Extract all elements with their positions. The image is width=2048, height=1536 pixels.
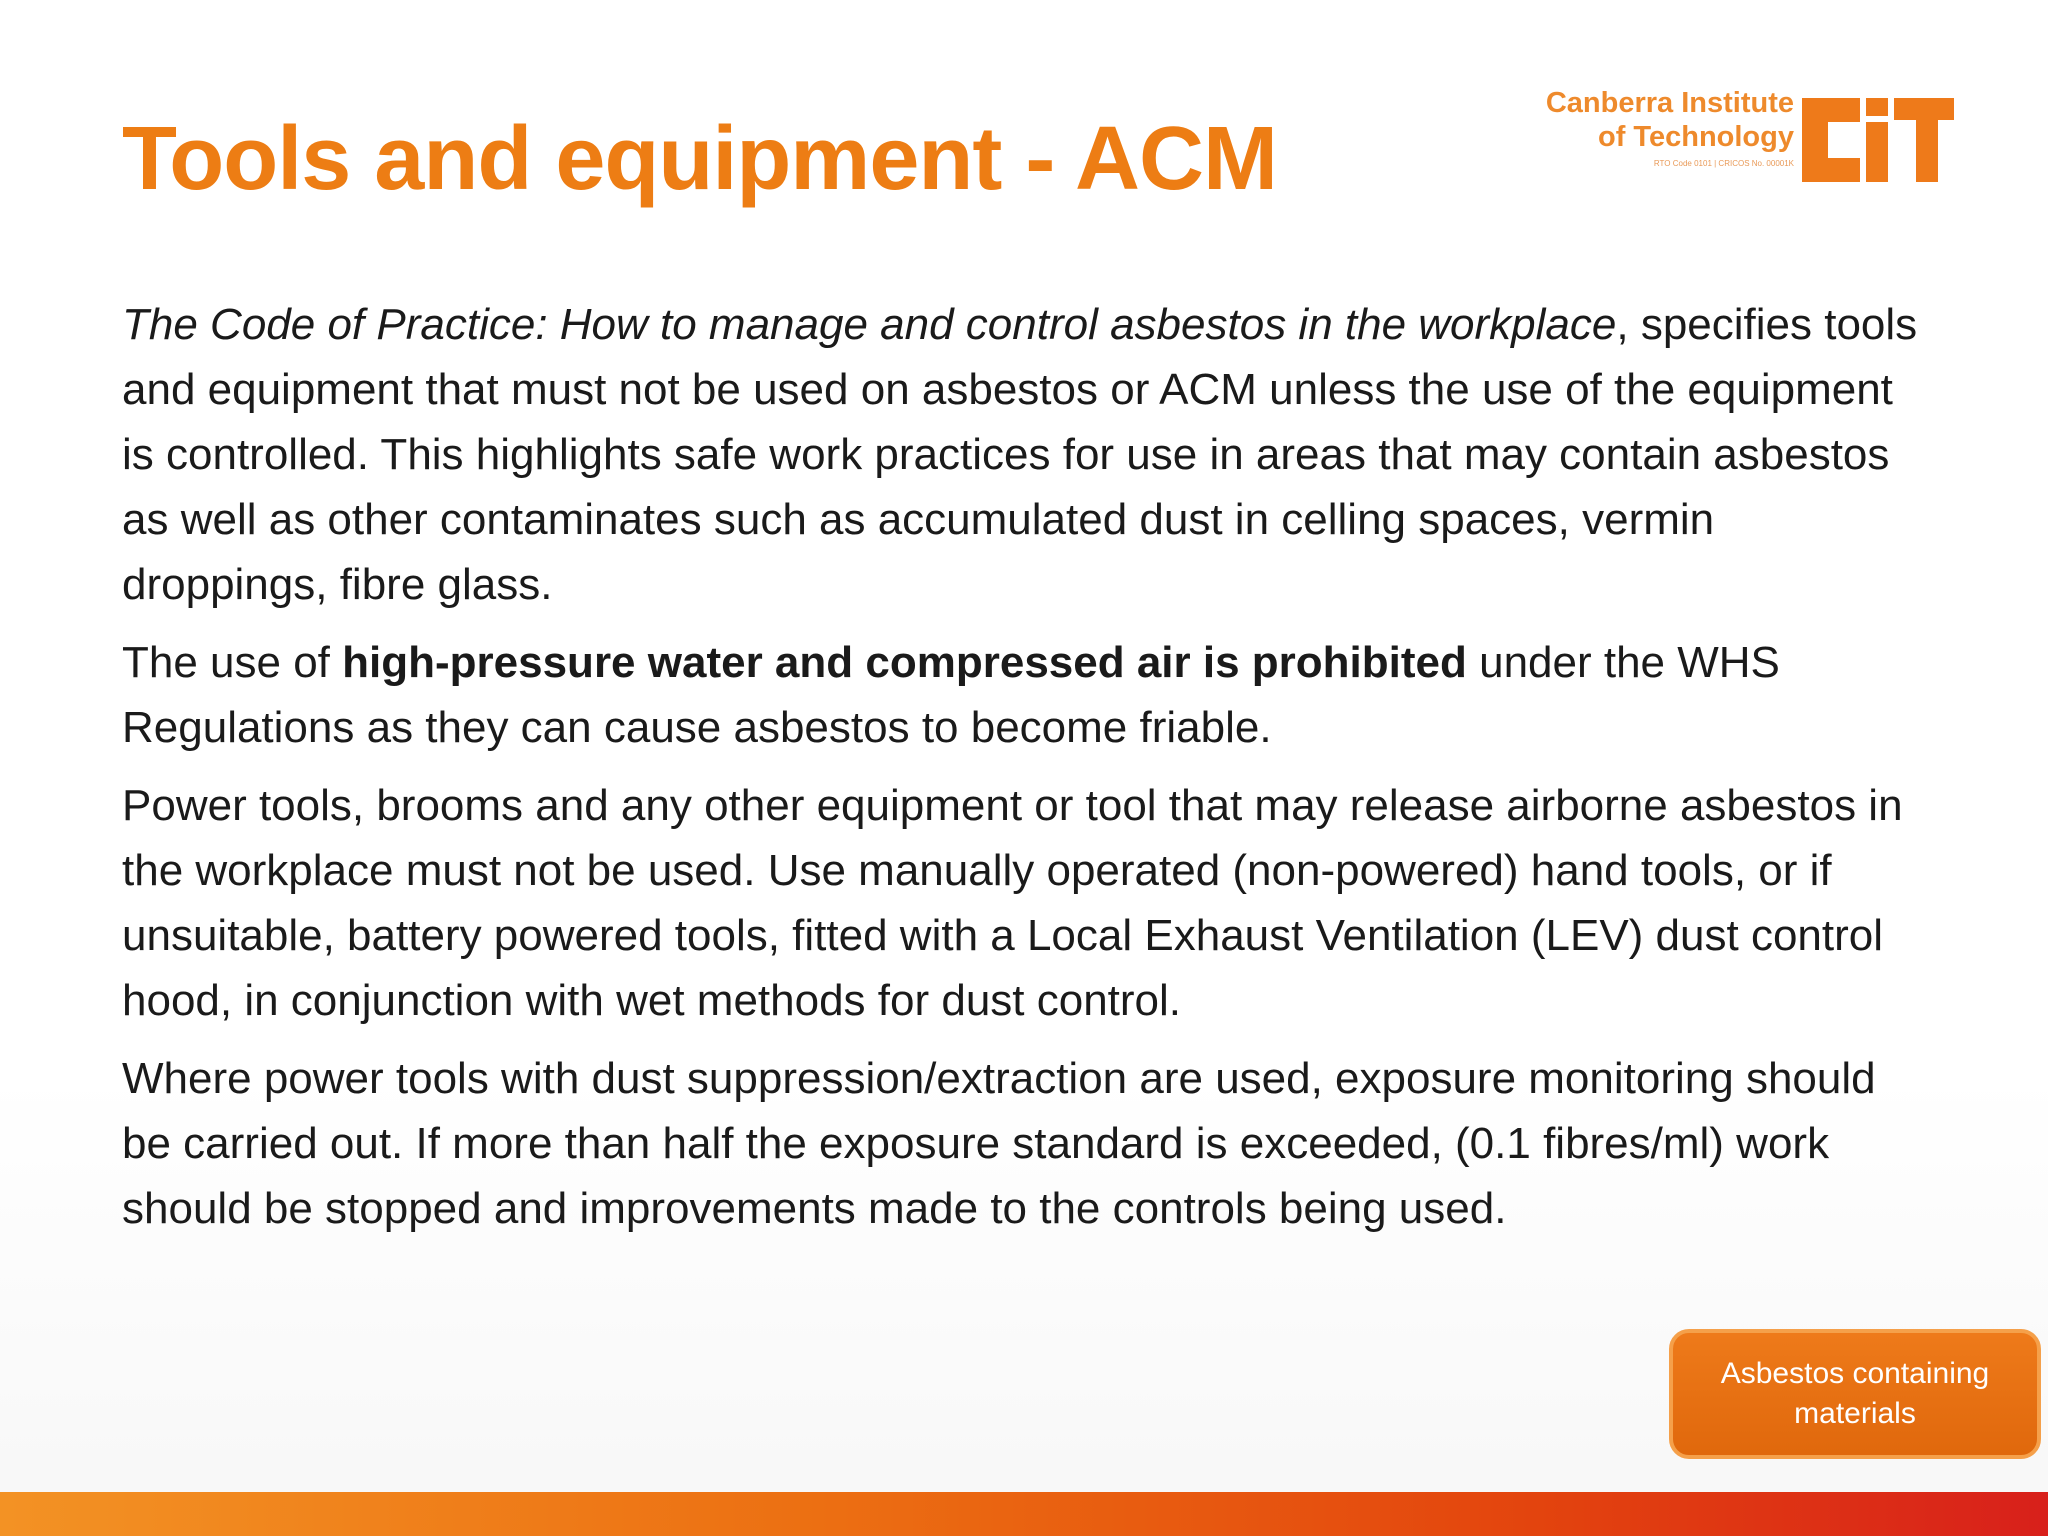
paragraph-1-text: , specifies tools and equipment that must not be used on asbestos or ACM unless the use of the equipment is controlled. This highlights safe work practices for use in areas that may contain asbestos as well as other contaminates such as accumulated dust in celling spaces, vermin droppings, fibre glass. — [122, 300, 1918, 609]
logo-line-1: Canberra Institute — [1545, 87, 1794, 119]
slide-title: Tools and equipment - ACM — [122, 109, 1277, 209]
paragraph-exposure-monitoring: Where power tools with dust suppression/extraction are used, exposure monitoring should be carried out. If more than half the exposure standard is exceeded, (0.1 fibres/ml) work should be stopped and improvements made to the controls being used. — [122, 1054, 1876, 1233]
cit-logo-mark — [1798, 88, 1958, 192]
paragraph-prohibited-methods — [122, 630, 1922, 760]
paragraph-power-tools: Power tools, brooms and any other equipment or tool that may release airborne asbestos in the workplace must not be used. Use manually operated (non-powered) hand tools, or if unsuitable, battery powered tools, fitted with a Local Exhaust Ventilation (LEV) dust control hood, in conjunction with wet methods for dust control. — [122, 781, 1903, 1025]
paragraph-2-emphasis: high-pressure water and compressed air is prohibited — [342, 638, 1467, 687]
slide-body — [122, 292, 1922, 1254]
acm-button-label: Asbestos containing materials — [1720, 1357, 1990, 1430]
footer-gradient-bar — [0, 1492, 2048, 1536]
paragraph-code-of-practice — [122, 292, 1922, 617]
paragraph-2-tail: under the WHS Regulations as they can cause asbestos to become friable. — [122, 638, 1780, 752]
cit-logo — [1500, 80, 1970, 200]
asbestos-containing-materials-button[interactable] — [1669, 1329, 2041, 1459]
code-of-practice-title: The Code of Practice: How to manage and control asbestos in the workplace — [122, 300, 1617, 349]
logo-small-print: RTO Code 0101 | CRICOS No. 00001K — [1653, 159, 1794, 168]
logo-line-2: of Technology — [1597, 121, 1794, 153]
logo-text — [1546, 86, 1794, 172]
paragraph-2-lead: The use of — [122, 638, 343, 687]
